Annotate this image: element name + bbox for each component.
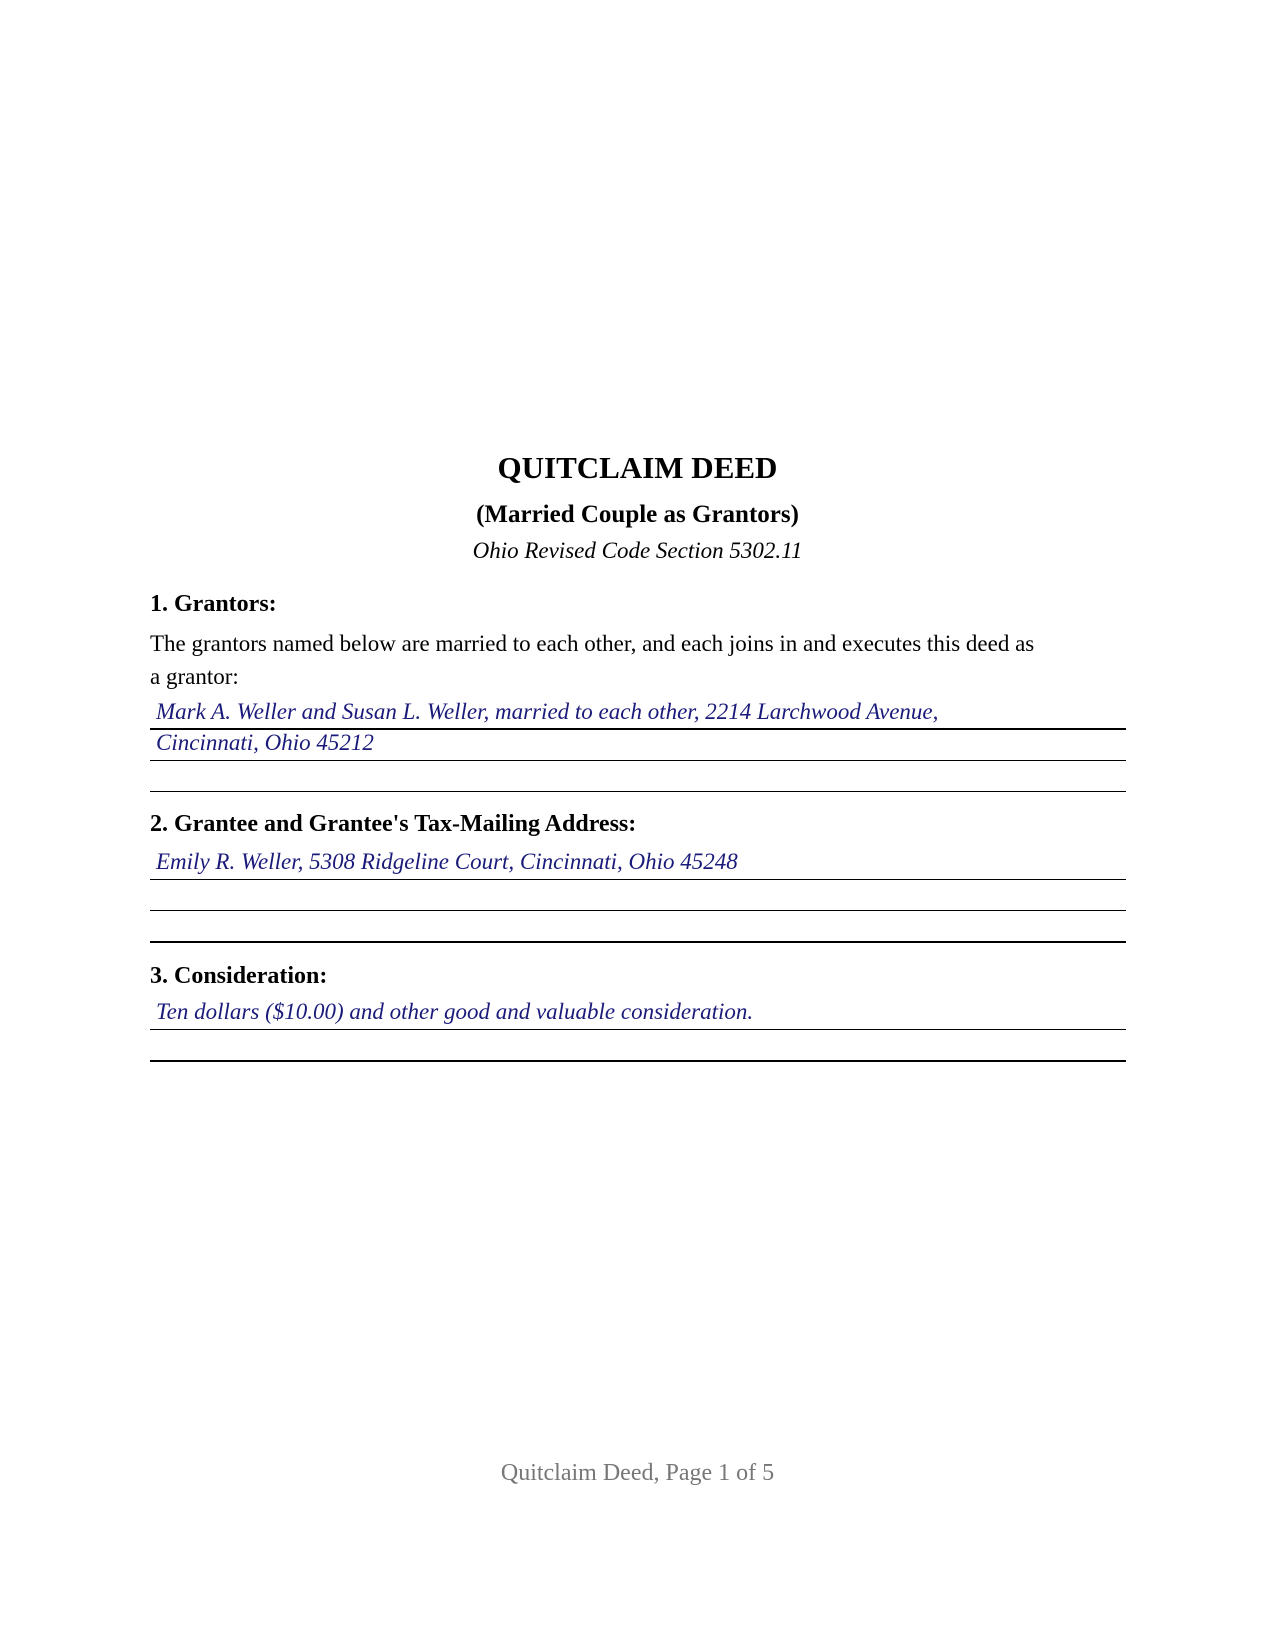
- grantee-entry-rule-2: [150, 910, 1126, 911]
- document-title: QUITCLAIM DEED: [497, 450, 778, 485]
- grantors-heading: 1. Grantors:: [150, 591, 277, 617]
- grantee-heading: 2. Grantee and Grantee's Tax-Mailing Address:: [150, 811, 637, 837]
- grantors-entry-rule-2: [150, 760, 1126, 761]
- consideration-entry-rule-2: [150, 1060, 1126, 1062]
- statute-reference: Ohio Revised Code Section 5302.11: [472, 538, 803, 563]
- grantors-entry-line-1[interactable]: Mark A. Weller and Susan L. Weller, married to each other, 2214 Larchwood Avenue,: [156, 699, 939, 724]
- grantee-entry-line-1[interactable]: Emily R. Weller, 5308 Ridgeline Court, Cincinnati, Ohio 45248: [156, 849, 738, 874]
- grantors-intro-line-1: The grantors named below are married to each other, and each joins in and executes this deed as: [150, 631, 1035, 656]
- grantors-entry-rule-3: [150, 791, 1126, 792]
- grantors-entry-line-2[interactable]: Cincinnati, Ohio 45212: [156, 730, 374, 755]
- consideration-entry-line-1[interactable]: Ten dollars ($10.00) and other good and valuable consideration.: [156, 999, 754, 1024]
- document-subtitle: (Married Couple as Grantors): [476, 501, 799, 528]
- consideration-heading: 3. Consideration:: [150, 963, 328, 989]
- grantee-entry-rule-3: [150, 941, 1126, 943]
- consideration-entry-rule-1: [150, 1029, 1126, 1030]
- page-footer: Quitclaim Deed, Page 1 of 5: [500, 1460, 775, 1486]
- grantee-entry-rule-1: [150, 879, 1126, 880]
- grantors-intro-line-2: a grantor:: [150, 664, 239, 689]
